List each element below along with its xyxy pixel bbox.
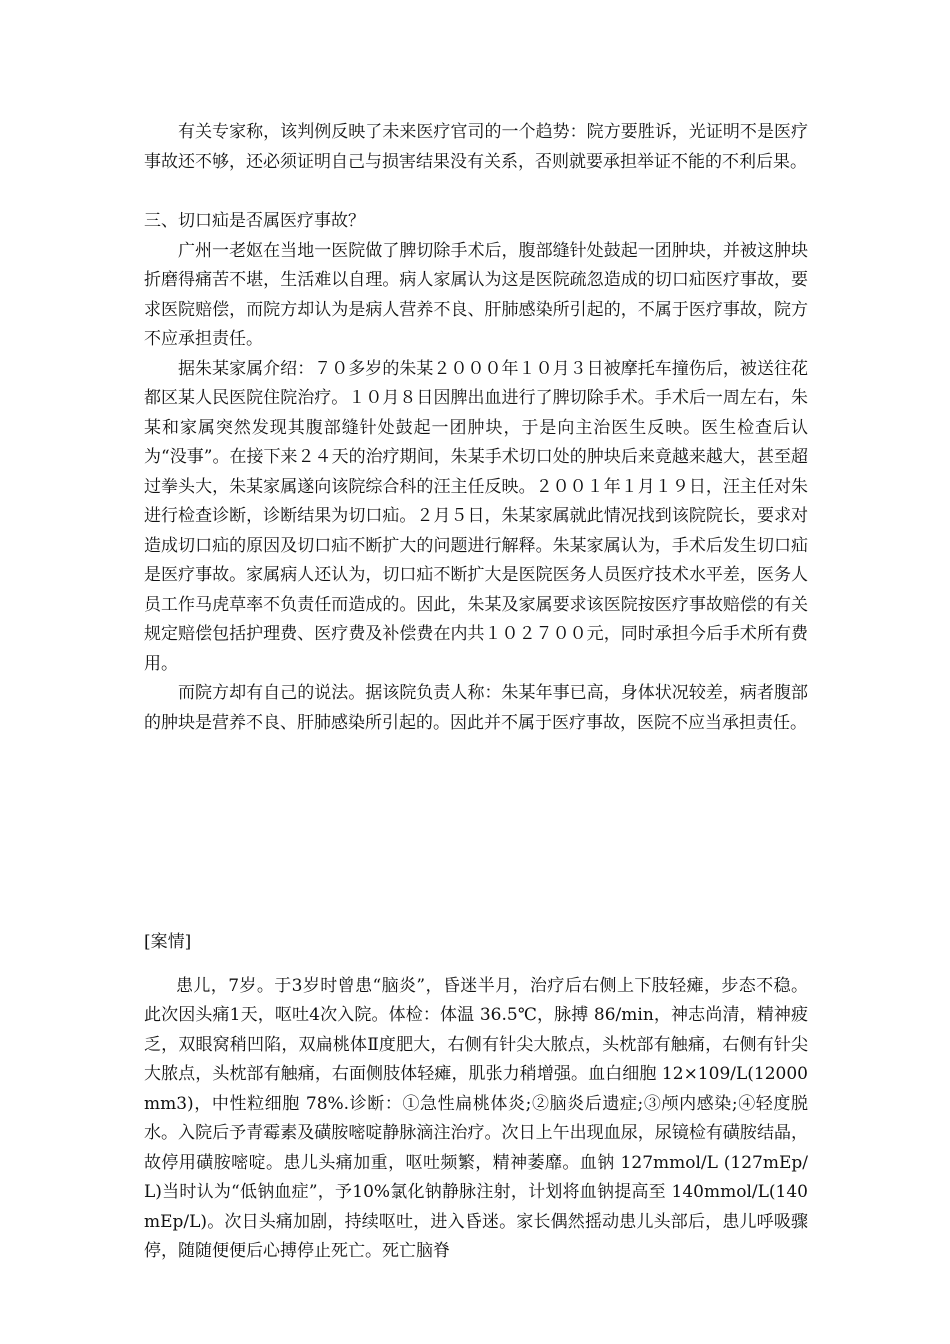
section-heading: 三、切口疝是否属医疗事故？ <box>144 211 365 231</box>
incisional-hernia-section <box>144 207 808 738</box>
family-account-paragraph: 据朱某家属介绍：７０多岁的朱某２０００年１０月３日被摩托车撞伤后，被送往花都区某人民医院住院治疗。１０月８日因脾出血进行了脾切除手术。手术后一周左右，朱某和家属突然发现其腹部缝针处鼓起一团肿块，于是向主治医生反映。医生检查后认为“没事”。在接下来２４天的治疗期间，朱某手术切口处的肿块后来竟越来越大，甚至超过拳头大，朱某家属遂向该院综合科的汪主任反映。２００１年１月１９日，汪主任对朱进行检查诊断，诊断结果为切口疝。２月５日，朱某家属就此情况找到该院院长，要求对造成切口疝的原因及切口疝不断扩大的问题进行解释。朱某家属认为，手术后发生切口疝是医疗事故。家属病人还认为，切口疝不断扩大是医院医务人员医疗技术水平差，医务人员工作马虎草率不负责任而造成的。因此，朱某及家属要求该医院按医疗事故赔偿的有关规定赔偿包括护理费、医疗费及补偿费在内共１０２７００元，同时承担今后手术所有费用。 <box>144 358 808 674</box>
case-details-section <box>144 928 808 1267</box>
case-summary-paragraph: 广州一老妪在当地一医院做了脾切除手术后，腹部缝针处鼓起一团肿块，并被这肿块折磨得痛苦不堪，生活难以自理。病人家属认为这是医院疏忽造成的切口疝医疗事故，要求医院赔偿，而院方却认为是病人营养不良、肝肺感染所引起的，不属于医疗事故，院方不应承担责任。 <box>144 240 808 349</box>
expert-opinion-section <box>144 118 808 177</box>
spacer <box>144 958 808 972</box>
case-heading: [案情] <box>144 932 192 952</box>
expert-opinion-paragraph: 有关专家称，该判例反映了未来医疗官司的一个趋势：院方要胜诉，光证明不是医疗事故还不够，还必须证明自己与损害结果没有关系，否则就要承担举证不能的不利后果。 <box>144 122 808 172</box>
case-details-paragraph: 患儿，7岁。于3岁时曾患“脑炎”，昏迷半月，治疗后右侧上下肢轻瘫，步态不稳。此次因头痛1天，呕吐4次入院。体检：体温 36.5℃，脉搏 86/min，神志尚清，精神疲乏，双眼窝稍凹陷，双扁桃体Ⅱ度肥大，右侧有针尖大脓点，头枕部有触痛，右侧有针尖大脓点，头枕部有触痛，右面侧肢体轻瘫，肌张力稍增强。血白细胞 12×109/L(12000mm3)，中性粒细胞 78%.诊断：①急性扁桃体炎;②脑炎后遗症;③颅内感染;④轻度脱水。入院后予青霉素及磺胺嘧啶静脉滴注治疗。次日上午出现血尿，尿镜检有磺胺结晶，故停用磺胺嘧啶。患儿头痛加重，呕吐频繁，精神萎靡。血钠 127mmol/L (127mEp/L)当时认为“低钠血症”，予10%氯化钠静脉注射，计划将血钠提高至 140mmol/L(140mEp/L)。次日头痛加剧，持续呕吐，进入昏迷。家长偶然摇动患儿头部后，患儿呼吸骤停，随随便便后心搏停止死亡。死亡脑脊 <box>144 975 808 1261</box>
hospital-response-paragraph: 而院方却有自己的说法。据该院负责人称：朱某年事已高，身体状况较差，病者腹部的肿块是营养不良、肝肺感染所引起的。因此并不属于医疗事故，医院不应当承担责任。 <box>144 683 808 733</box>
